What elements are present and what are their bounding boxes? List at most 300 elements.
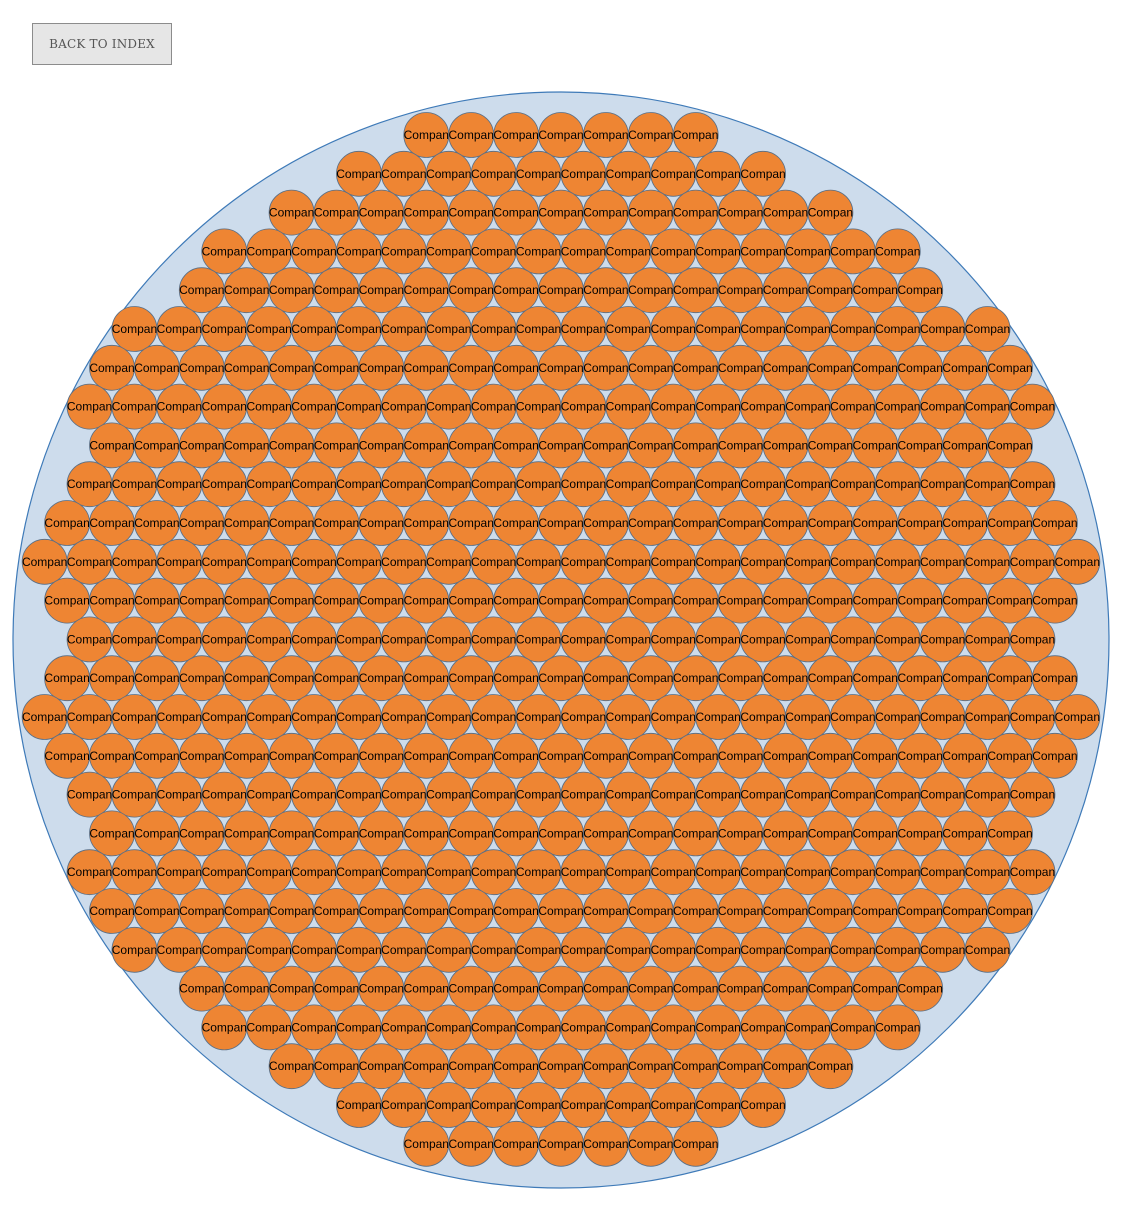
pack-node[interactable] [224, 811, 269, 856]
pack-node[interactable] [404, 656, 449, 701]
pack-node[interactable] [359, 811, 404, 856]
pack-node[interactable] [741, 695, 786, 740]
pack-node[interactable] [112, 850, 157, 895]
pack-node[interactable] [404, 733, 449, 778]
pack-node[interactable] [336, 1083, 381, 1128]
pack-node[interactable] [336, 307, 381, 352]
pack-node[interactable] [920, 384, 965, 429]
pack-node[interactable] [381, 384, 426, 429]
pack-node[interactable] [471, 772, 516, 817]
pack-node[interactable] [224, 268, 269, 313]
pack-node[interactable] [471, 462, 516, 507]
pack-node[interactable] [426, 1083, 471, 1128]
pack-node[interactable] [741, 307, 786, 352]
pack-node[interactable] [785, 850, 830, 895]
pack-node[interactable] [651, 617, 696, 662]
pack-node[interactable] [898, 501, 943, 546]
pack-node[interactable] [494, 190, 539, 235]
pack-node[interactable] [516, 151, 561, 196]
pack-node[interactable] [696, 229, 741, 274]
pack-node[interactable] [763, 501, 808, 546]
pack-node[interactable] [292, 695, 337, 740]
pack-node[interactable] [381, 1005, 426, 1050]
pack-node[interactable] [471, 229, 516, 274]
pack-node[interactable] [112, 695, 157, 740]
pack-node[interactable] [112, 462, 157, 507]
pack-node[interactable] [494, 345, 539, 390]
pack-node[interactable] [381, 850, 426, 895]
pack-node[interactable] [449, 1121, 494, 1166]
pack-node[interactable] [875, 927, 920, 972]
pack-node[interactable] [134, 345, 179, 390]
pack-node[interactable] [763, 811, 808, 856]
pack-node[interactable] [718, 889, 763, 934]
pack-node[interactable] [785, 927, 830, 972]
pack-node[interactable] [628, 733, 673, 778]
pack-node[interactable] [673, 190, 718, 235]
pack-node[interactable] [741, 772, 786, 817]
pack-node[interactable] [875, 384, 920, 429]
pack-node[interactable] [381, 617, 426, 662]
pack-node[interactable] [696, 772, 741, 817]
pack-node[interactable] [157, 695, 202, 740]
pack-node[interactable] [651, 151, 696, 196]
pack-node[interactable] [830, 617, 875, 662]
pack-node[interactable] [494, 501, 539, 546]
pack-node[interactable] [516, 850, 561, 895]
pack-node[interactable] [471, 151, 516, 196]
pack-node[interactable] [247, 229, 292, 274]
pack-node[interactable] [336, 695, 381, 740]
pack-node[interactable] [134, 423, 179, 468]
pack-node[interactable] [785, 1005, 830, 1050]
pack-node[interactable] [539, 501, 584, 546]
pack-node[interactable] [134, 501, 179, 546]
pack-node[interactable] [898, 345, 943, 390]
pack-node[interactable] [90, 811, 135, 856]
pack-node[interactable] [449, 889, 494, 934]
pack-node[interactable] [22, 539, 67, 584]
pack-node[interactable] [741, 384, 786, 429]
pack-node[interactable] [404, 966, 449, 1011]
pack-node[interactable] [830, 695, 875, 740]
pack-node[interactable] [561, 307, 606, 352]
pack-node[interactable] [718, 501, 763, 546]
pack-node[interactable] [269, 966, 314, 1011]
pack-node[interactable] [606, 617, 651, 662]
pack-node[interactable] [179, 423, 224, 468]
pack-node[interactable] [449, 733, 494, 778]
pack-node[interactable] [90, 345, 135, 390]
pack-node[interactable] [561, 1083, 606, 1128]
pack-node[interactable] [920, 307, 965, 352]
pack-node[interactable] [920, 695, 965, 740]
pack-node[interactable] [516, 1083, 561, 1128]
pack-node[interactable] [67, 850, 112, 895]
pack-node[interactable] [516, 927, 561, 972]
pack-node[interactable] [516, 462, 561, 507]
pack-node[interactable] [696, 539, 741, 584]
pack-node[interactable] [785, 539, 830, 584]
pack-node[interactable] [494, 113, 539, 158]
pack-node[interactable] [920, 539, 965, 584]
pack-node[interactable] [830, 307, 875, 352]
pack-node[interactable] [404, 1044, 449, 1089]
pack-node[interactable] [830, 1005, 875, 1050]
pack-node[interactable] [381, 462, 426, 507]
pack-node[interactable] [628, 423, 673, 468]
pack-node[interactable] [359, 578, 404, 623]
pack-node[interactable] [224, 345, 269, 390]
pack-node[interactable] [583, 578, 628, 623]
pack-node[interactable] [336, 462, 381, 507]
pack-node[interactable] [785, 307, 830, 352]
pack-node[interactable] [673, 656, 718, 701]
pack-node[interactable] [471, 307, 516, 352]
pack-node[interactable] [314, 889, 359, 934]
pack-node[interactable] [763, 190, 808, 235]
pack-node[interactable] [628, 501, 673, 546]
pack-node[interactable] [875, 772, 920, 817]
pack-node[interactable] [449, 423, 494, 468]
pack-node[interactable] [1010, 772, 1055, 817]
pack-node[interactable] [224, 578, 269, 623]
pack-node[interactable] [988, 656, 1033, 701]
pack-node[interactable] [112, 384, 157, 429]
pack-node[interactable] [606, 1005, 651, 1050]
pack-node[interactable] [561, 1005, 606, 1050]
pack-node[interactable] [179, 733, 224, 778]
pack-node[interactable] [898, 811, 943, 856]
pack-node[interactable] [583, 501, 628, 546]
pack-node[interactable] [314, 345, 359, 390]
pack-node[interactable] [673, 1121, 718, 1166]
pack-node[interactable] [763, 733, 808, 778]
pack-node[interactable] [494, 1044, 539, 1089]
pack-node[interactable] [112, 539, 157, 584]
pack-node[interactable] [247, 617, 292, 662]
pack-node[interactable] [336, 539, 381, 584]
pack-node[interactable] [853, 656, 898, 701]
pack-node[interactable] [269, 501, 314, 546]
pack-node[interactable] [292, 927, 337, 972]
pack-node[interactable] [583, 656, 628, 701]
pack-node[interactable] [943, 656, 988, 701]
pack-node[interactable] [875, 539, 920, 584]
pack-node[interactable] [988, 811, 1033, 856]
pack-node[interactable] [853, 578, 898, 623]
pack-node[interactable] [202, 539, 247, 584]
pack-node[interactable] [696, 384, 741, 429]
pack-node[interactable] [494, 578, 539, 623]
pack-node[interactable] [157, 384, 202, 429]
pack-node[interactable] [202, 772, 247, 817]
pack-node[interactable] [875, 695, 920, 740]
pack-node[interactable] [965, 462, 1010, 507]
pack-node[interactable] [651, 1083, 696, 1128]
pack-node[interactable] [269, 733, 314, 778]
pack-node[interactable] [785, 772, 830, 817]
pack-node[interactable] [359, 966, 404, 1011]
pack-node[interactable] [247, 927, 292, 972]
pack-node[interactable] [471, 927, 516, 972]
pack-node[interactable] [898, 656, 943, 701]
pack-node[interactable] [336, 927, 381, 972]
pack-node[interactable] [471, 1083, 516, 1128]
pack-node[interactable] [808, 811, 853, 856]
pack-node[interactable] [516, 539, 561, 584]
pack-node[interactable] [471, 539, 516, 584]
pack-node[interactable] [785, 384, 830, 429]
pack-node[interactable] [651, 695, 696, 740]
pack-node[interactable] [404, 268, 449, 313]
pack-node[interactable] [539, 268, 584, 313]
pack-node[interactable] [314, 268, 359, 313]
pack-node[interactable] [875, 1005, 920, 1050]
pack-node[interactable] [449, 345, 494, 390]
pack-node[interactable] [247, 384, 292, 429]
pack-node[interactable] [830, 927, 875, 972]
pack-node[interactable] [988, 889, 1033, 934]
pack-node[interactable] [179, 268, 224, 313]
pack-node[interactable] [314, 578, 359, 623]
pack-node[interactable] [426, 151, 471, 196]
pack-node[interactable] [741, 617, 786, 662]
pack-node[interactable] [247, 307, 292, 352]
pack-node[interactable] [314, 733, 359, 778]
pack-node[interactable] [269, 423, 314, 468]
pack-node[interactable] [651, 927, 696, 972]
pack-node[interactable] [90, 501, 135, 546]
pack-node[interactable] [90, 889, 135, 934]
pack-node[interactable] [202, 850, 247, 895]
pack-node[interactable] [898, 733, 943, 778]
pack-node[interactable] [404, 578, 449, 623]
pack-node[interactable] [157, 617, 202, 662]
pack-node[interactable] [718, 966, 763, 1011]
pack-node[interactable] [269, 656, 314, 701]
pack-node[interactable] [314, 501, 359, 546]
pack-node[interactable] [269, 578, 314, 623]
pack-node[interactable] [471, 695, 516, 740]
pack-node[interactable] [785, 617, 830, 662]
pack-node[interactable] [67, 539, 112, 584]
pack-node[interactable] [561, 695, 606, 740]
pack-node[interactable] [292, 539, 337, 584]
pack-node[interactable] [696, 695, 741, 740]
pack-node[interactable] [539, 656, 584, 701]
pack-node[interactable] [90, 578, 135, 623]
pack-node[interactable] [988, 501, 1033, 546]
pack-node[interactable] [292, 617, 337, 662]
pack-node[interactable] [157, 462, 202, 507]
pack-node[interactable] [583, 268, 628, 313]
pack-node[interactable] [718, 811, 763, 856]
pack-node[interactable] [134, 656, 179, 701]
pack-node[interactable] [494, 733, 539, 778]
pack-node[interactable] [853, 966, 898, 1011]
back-to-index-button[interactable]: BACK TO INDEX [32, 23, 172, 65]
pack-node[interactable] [988, 733, 1033, 778]
pack-node[interactable] [202, 307, 247, 352]
pack-node[interactable] [1010, 539, 1055, 584]
pack-node[interactable] [202, 927, 247, 972]
pack-node[interactable] [45, 501, 90, 546]
pack-node[interactable] [426, 307, 471, 352]
pack-node[interactable] [157, 772, 202, 817]
pack-node[interactable] [426, 384, 471, 429]
pack-node[interactable] [808, 423, 853, 468]
pack-node[interactable] [965, 772, 1010, 817]
pack-node[interactable] [853, 889, 898, 934]
pack-node[interactable] [943, 423, 988, 468]
pack-node[interactable] [606, 850, 651, 895]
pack-node[interactable] [673, 268, 718, 313]
pack-node[interactable] [808, 501, 853, 546]
pack-node[interactable] [673, 113, 718, 158]
pack-node[interactable] [404, 190, 449, 235]
pack-node[interactable] [830, 772, 875, 817]
pack-node[interactable] [112, 772, 157, 817]
pack-node[interactable] [67, 772, 112, 817]
pack-node[interactable] [359, 889, 404, 934]
pack-node[interactable] [583, 423, 628, 468]
pack-node[interactable] [516, 1005, 561, 1050]
pack-node[interactable] [853, 733, 898, 778]
pack-node[interactable] [426, 695, 471, 740]
pack-node[interactable] [673, 345, 718, 390]
pack-node[interactable] [516, 772, 561, 817]
pack-node[interactable] [808, 733, 853, 778]
pack-node[interactable] [269, 190, 314, 235]
pack-node[interactable] [539, 889, 584, 934]
pack-node[interactable] [830, 462, 875, 507]
pack-node[interactable] [539, 1044, 584, 1089]
pack-node[interactable] [539, 113, 584, 158]
pack-node[interactable] [45, 578, 90, 623]
pack-node[interactable] [179, 966, 224, 1011]
pack-node[interactable] [404, 1121, 449, 1166]
pack-node[interactable] [808, 345, 853, 390]
pack-node[interactable] [696, 617, 741, 662]
pack-node[interactable] [269, 1044, 314, 1089]
pack-node[interactable] [943, 733, 988, 778]
pack-node[interactable] [673, 423, 718, 468]
pack-node[interactable] [449, 113, 494, 158]
pack-node[interactable] [224, 423, 269, 468]
pack-node[interactable] [45, 656, 90, 701]
pack-node[interactable] [830, 384, 875, 429]
pack-node[interactable] [381, 307, 426, 352]
pack-node[interactable] [157, 539, 202, 584]
pack-node[interactable] [449, 1044, 494, 1089]
pack-node[interactable] [583, 966, 628, 1011]
pack-node[interactable] [112, 617, 157, 662]
pack-node[interactable] [269, 268, 314, 313]
pack-node[interactable] [718, 268, 763, 313]
pack-node[interactable] [561, 927, 606, 972]
pack-node[interactable] [583, 733, 628, 778]
pack-node[interactable] [449, 656, 494, 701]
pack-node[interactable] [404, 889, 449, 934]
pack-node[interactable] [696, 1083, 741, 1128]
pack-node[interactable] [988, 345, 1033, 390]
pack-node[interactable] [67, 617, 112, 662]
pack-node[interactable] [381, 772, 426, 817]
pack-node[interactable] [449, 966, 494, 1011]
pack-node[interactable] [830, 229, 875, 274]
pack-node[interactable] [67, 695, 112, 740]
pack-node[interactable] [112, 927, 157, 972]
pack-node[interactable] [763, 345, 808, 390]
pack-node[interactable] [920, 462, 965, 507]
pack-node[interactable] [853, 501, 898, 546]
pack-node[interactable] [943, 501, 988, 546]
pack-node[interactable] [157, 307, 202, 352]
pack-node[interactable] [853, 345, 898, 390]
pack-node[interactable] [134, 733, 179, 778]
pack-node[interactable] [224, 656, 269, 701]
pack-node[interactable] [651, 772, 696, 817]
pack-node[interactable] [651, 850, 696, 895]
pack-node[interactable] [471, 1005, 516, 1050]
pack-node[interactable] [583, 345, 628, 390]
pack-node[interactable] [808, 1044, 853, 1089]
pack-node[interactable] [359, 501, 404, 546]
pack-node[interactable] [336, 229, 381, 274]
pack-node[interactable] [359, 423, 404, 468]
pack-node[interactable] [853, 423, 898, 468]
pack-node[interactable] [381, 695, 426, 740]
pack-node[interactable] [157, 850, 202, 895]
pack-node[interactable] [202, 695, 247, 740]
pack-node[interactable] [314, 811, 359, 856]
pack-node[interactable] [763, 578, 808, 623]
pack-node[interactable] [90, 656, 135, 701]
pack-node[interactable] [718, 1044, 763, 1089]
pack-node[interactable] [426, 850, 471, 895]
pack-node[interactable] [539, 578, 584, 623]
pack-node[interactable] [785, 695, 830, 740]
pack-node[interactable] [67, 384, 112, 429]
pack-node[interactable] [179, 656, 224, 701]
pack-node[interactable] [628, 268, 673, 313]
pack-node[interactable] [269, 889, 314, 934]
pack-node[interactable] [561, 151, 606, 196]
pack-node[interactable] [583, 889, 628, 934]
pack-node[interactable] [179, 501, 224, 546]
pack-node[interactable] [359, 1044, 404, 1089]
pack-node[interactable] [763, 268, 808, 313]
pack-node[interactable] [920, 772, 965, 817]
pack-node[interactable] [651, 1005, 696, 1050]
pack-node[interactable] [314, 190, 359, 235]
pack-node[interactable] [875, 850, 920, 895]
pack-node[interactable] [494, 423, 539, 468]
pack-node[interactable] [875, 229, 920, 274]
pack-node[interactable] [808, 966, 853, 1011]
pack-node[interactable] [673, 733, 718, 778]
pack-node[interactable] [830, 850, 875, 895]
pack-node[interactable] [830, 539, 875, 584]
pack-node[interactable] [898, 268, 943, 313]
pack-node[interactable] [22, 695, 67, 740]
pack-node[interactable] [965, 617, 1010, 662]
pack-node[interactable] [449, 578, 494, 623]
pack-node[interactable] [247, 1005, 292, 1050]
pack-node[interactable] [314, 966, 359, 1011]
pack-node[interactable] [134, 811, 179, 856]
